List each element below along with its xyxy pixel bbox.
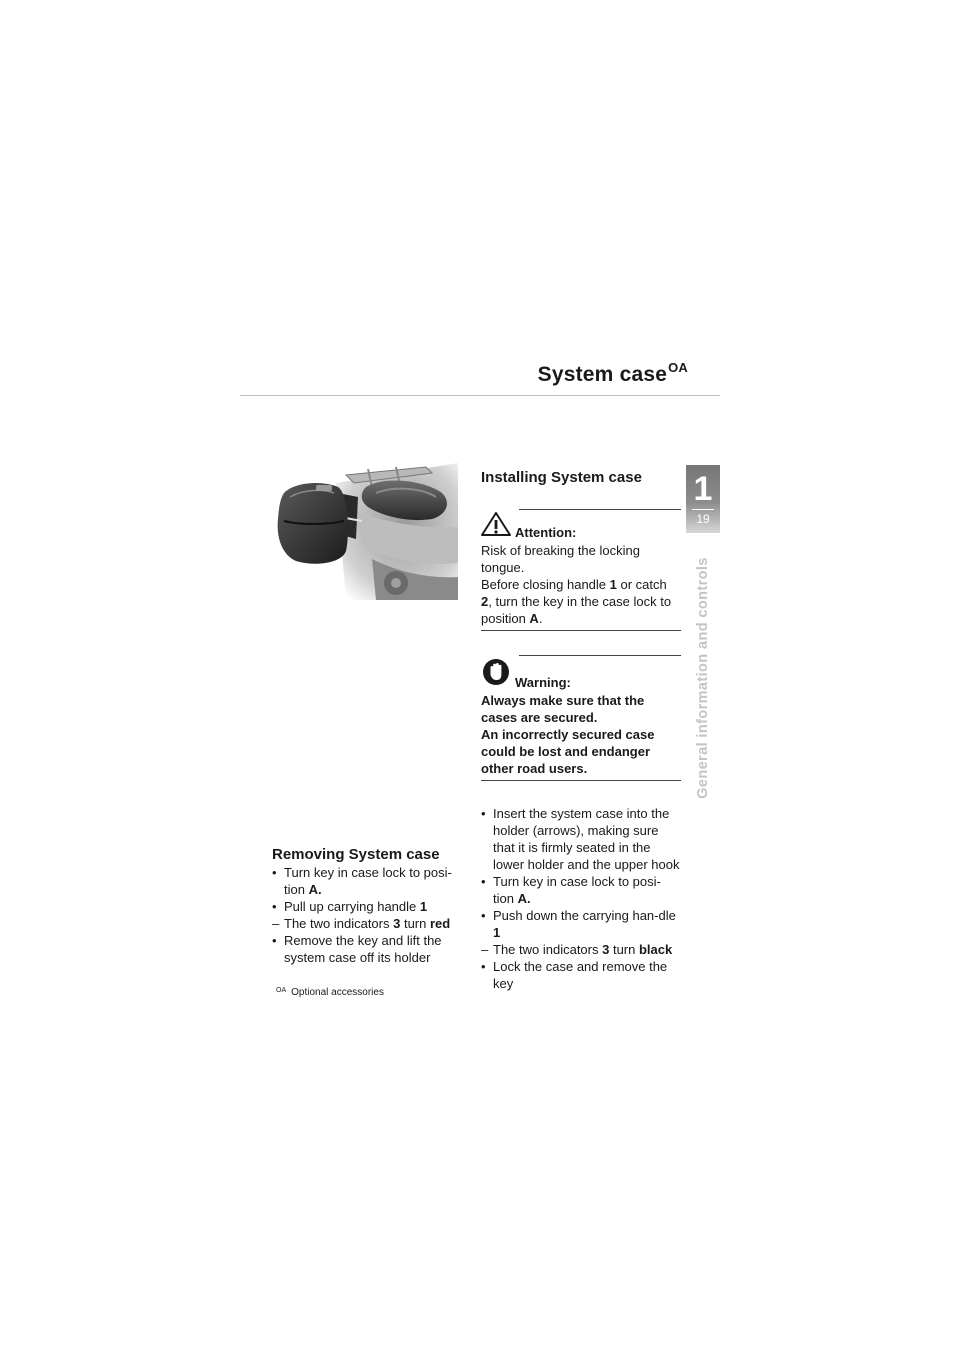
installing-section [481, 468, 681, 992]
removing-section [272, 845, 468, 966]
warning-notice [481, 655, 681, 781]
stop-hand-icon [481, 658, 511, 691]
removing-step: • Remove the key and lift the system case off its holder [272, 933, 442, 965]
installing-step: • Push down the carrying han-dle 1 [481, 908, 676, 940]
chapter-number: 1 [693, 470, 713, 508]
page-number: 19 [696, 512, 710, 526]
installing-step: • Insert the system case into the holder (arrows), making sure that it is firmly seated in the lower holder and the upper hook [481, 806, 680, 872]
chapter-side-label: General information and controls [695, 557, 711, 799]
removing-heading: Removing System case [272, 846, 440, 863]
warning-label: Warning: [515, 675, 571, 690]
notice-rule [519, 655, 681, 656]
warning-text: Always make sure that the cases are secured. An incorrectly secured case could be lost and endanger other road users. [481, 693, 655, 776]
installing-heading: Installing System case [481, 469, 642, 486]
footnote-mark: OA [276, 987, 287, 994]
installing-step: • Turn key in case lock to posi-tion A. [481, 874, 661, 906]
installing-steps [481, 805, 681, 992]
notice-rule [519, 509, 681, 510]
title-superscript: OA [668, 360, 688, 375]
attention-notice [481, 509, 681, 631]
title-divider [240, 395, 720, 396]
removing-step: • Turn key in case lock to posi-tion A. [272, 865, 452, 897]
footnote: $^{OA}$ Optional accessories [276, 987, 384, 998]
notice-rule [481, 780, 681, 781]
installing-step: – The two indicators 3 turn black [481, 942, 673, 957]
chapter-tab [686, 465, 720, 533]
notice-rule [481, 630, 681, 631]
warning-triangle-icon [481, 512, 511, 541]
removing-step: – The two indicators 3 turn red [272, 916, 451, 931]
page-title: System case$^{OA}$ [537, 360, 688, 386]
system-case-photo [276, 463, 458, 600]
tab-divider [692, 509, 714, 510]
removing-step: • Pull up carrying handle 1 [272, 899, 428, 914]
attention-label: Attention: [515, 525, 577, 540]
installing-step: • Lock the case and remove the key [481, 959, 668, 991]
attention-text: Risk of breaking the locking tongue. Before closing handle 1 or catch 2, turn the key in the case lock to position A. [481, 543, 672, 626]
